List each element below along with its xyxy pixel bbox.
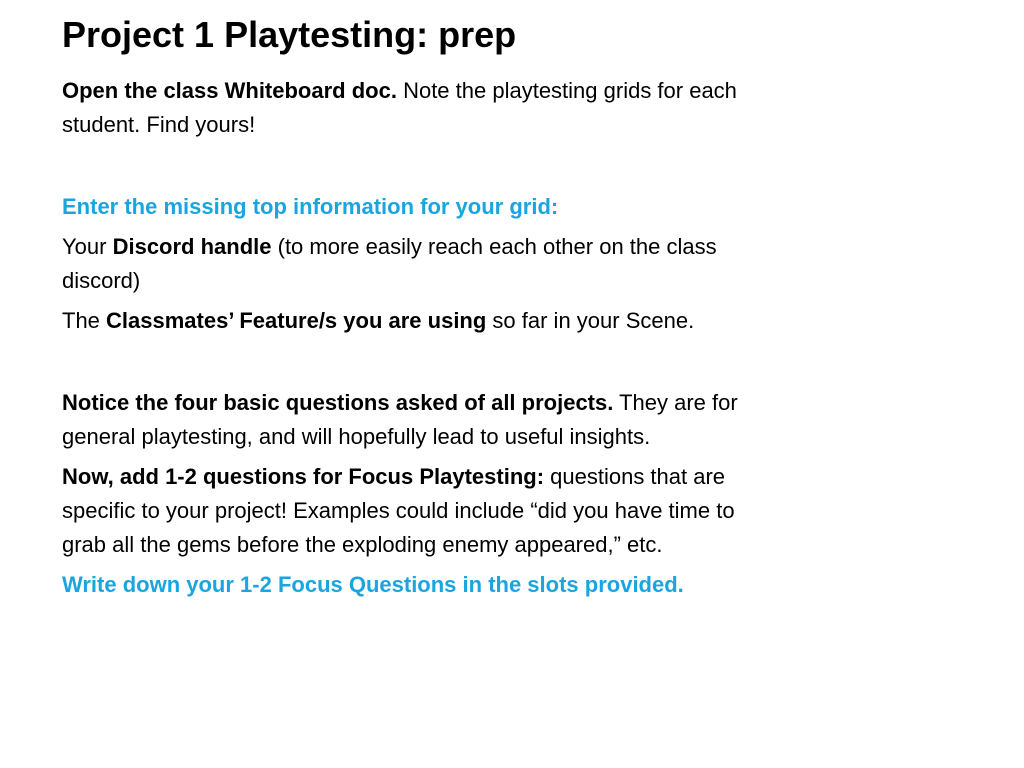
open-whiteboard-text: Note the playtesting grids for each student. Find yours! <box>62 78 737 137</box>
open-whiteboard-bold: Open the class Whiteboard doc. <box>62 78 397 103</box>
slide-title: Project 1 Playtesting: prep <box>62 14 517 55</box>
slide-body <box>62 74 774 602</box>
paragraph-focus-playtesting <box>62 460 774 562</box>
spacer <box>62 142 774 190</box>
discord-text: (to more easily reach each other on the class discord) <box>62 234 717 293</box>
classmates-text: so far in your Scene. <box>486 308 695 333</box>
spacer <box>62 338 774 386</box>
enter-info-heading: Enter the missing top information for your grid: <box>62 194 559 219</box>
paragraph-open-whiteboard <box>62 74 774 142</box>
paragraph-four-questions <box>62 386 774 454</box>
write-down-heading: Write down your 1-2 Focus Questions in the slots provided. <box>62 572 684 597</box>
paragraph-discord-handle <box>62 230 774 298</box>
paragraph-classmates-features <box>62 304 774 338</box>
discord-pre: Your <box>62 234 113 259</box>
classmates-features-bold: Classmates’ Feature/s you are using <box>106 308 487 333</box>
discord-handle-bold: Discord handle <box>112 234 272 259</box>
focus-playtesting-text: questions that are specific to your project! Examples could include “did you have time to grab all the gems before the exploding enemy appeared,” etc. <box>62 464 735 557</box>
four-questions-text: They are for general playtesting, and will hopefully lead to useful insights. <box>62 390 738 449</box>
four-questions-bold: Notice the four basic questions asked of all projects. <box>62 390 614 415</box>
classmates-pre: The <box>62 308 107 333</box>
focus-playtesting-bold: Now, add 1-2 questions for Focus Playtesting: <box>62 464 545 489</box>
